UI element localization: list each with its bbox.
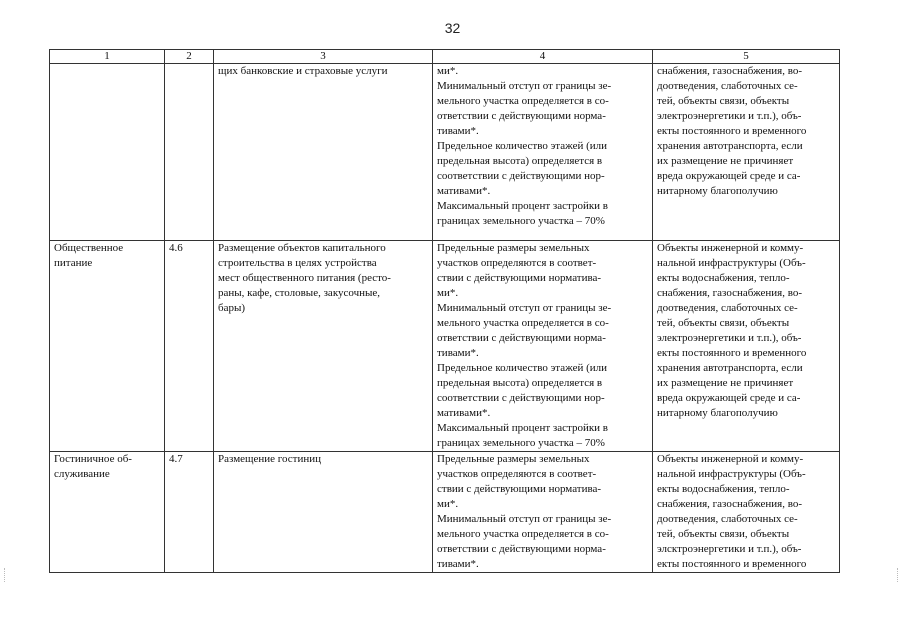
table-row [50,241,840,452]
use-name-cell: Общественное питание [50,241,165,452]
use-description-cell: Размещение объектов капитального строительства в целях устройства мест общественного питания (ресто- раны, кафе, столовые, закусочные, бары) [214,241,433,452]
column-header-5: 5 [653,50,840,64]
parameters-cell: Предельные размеры земельных участков определяются в соответ- ствии с действующими норматива- ми*. Минимальный отступ от границы зе- мельного участка определяется в со- ответствии с действующими норма- тивами*. Предельное количество этажей (или предельная высота) определяется в соответствии с действующими нор- мативами*. Максимальный процент застройки в границах земельного участка – 70% [433,241,653,452]
column-header-3: 3 [214,50,433,64]
use-code-cell [165,64,214,241]
auxiliary-uses-cell: Объекты инженерной и комму- нальной инфраструктуры (Объ- екты водоснабжения, тепло- снабжения, газоснабжения, во- доотведения, слаботочных се- тей, объекты связи, объекты электроэнергетики и т.п.), объ- екты постоянного и временного хранения автотранспорта, если их размещение не причиняет вреда окружающей среде и са- нитарному благополучию [653,241,840,452]
use-description-cell: Размещение гостиниц [214,452,433,573]
scan-artifact-left [4,568,7,582]
column-header-4: 4 [433,50,653,64]
use-code-cell: 4.6 [165,241,214,452]
column-header-1: 1 [50,50,165,64]
scan-artifact-right [897,568,900,582]
use-name-cell [50,64,165,241]
use-name-cell: Гостиничное об- служивание [50,452,165,573]
use-code-cell: 4.7 [165,452,214,573]
use-description-cell: щих банковские и страховые услуги [214,64,433,241]
auxiliary-uses-cell: Объекты инженерной и комму- нальной инфраструктуры (Объ- екты водоснабжения, тепло- снабжения, газоснабжения, во- доотведения, слаботочных се- тей, объекты связи, объекты элсктроэнергетики и т.п.), объ- екты постоянного и временного [653,452,840,573]
auxiliary-uses-cell: снабжения, газоснабжения, во- доотведения, слаботочных се- тей, объекты связи, объекты электроэнергетики и т.п.), объ- екты постоянного и временного хранения автотранспорта, если их размещение не причиняет вреда окружающей среде и са- нитарному благополучию [653,64,840,241]
column-header-2: 2 [165,50,214,64]
parameters-cell: ми*. Минимальный отступ от границы зе- мельного участка определяется в со- ответствии с действующими норма- тивами*. Предельное количество этажей (или предельная высота) определяется в соответствии с действующими нор- мативами*. Максимальный процент застройки в границах земельного участка – 70% [433,64,653,241]
header-row [50,50,840,64]
page-number: 32 [444,20,461,36]
table-row [50,64,840,241]
parameters-cell: Предельные размеры земельных участков определяются в соответ- ствии с действующими норматива- ми*. Минимальный отступ от границы зе- мельного участка определяется в со- ответствии с действующими норма- тивами*. [433,452,653,573]
table-row [50,452,840,573]
zoning-table [49,49,840,573]
